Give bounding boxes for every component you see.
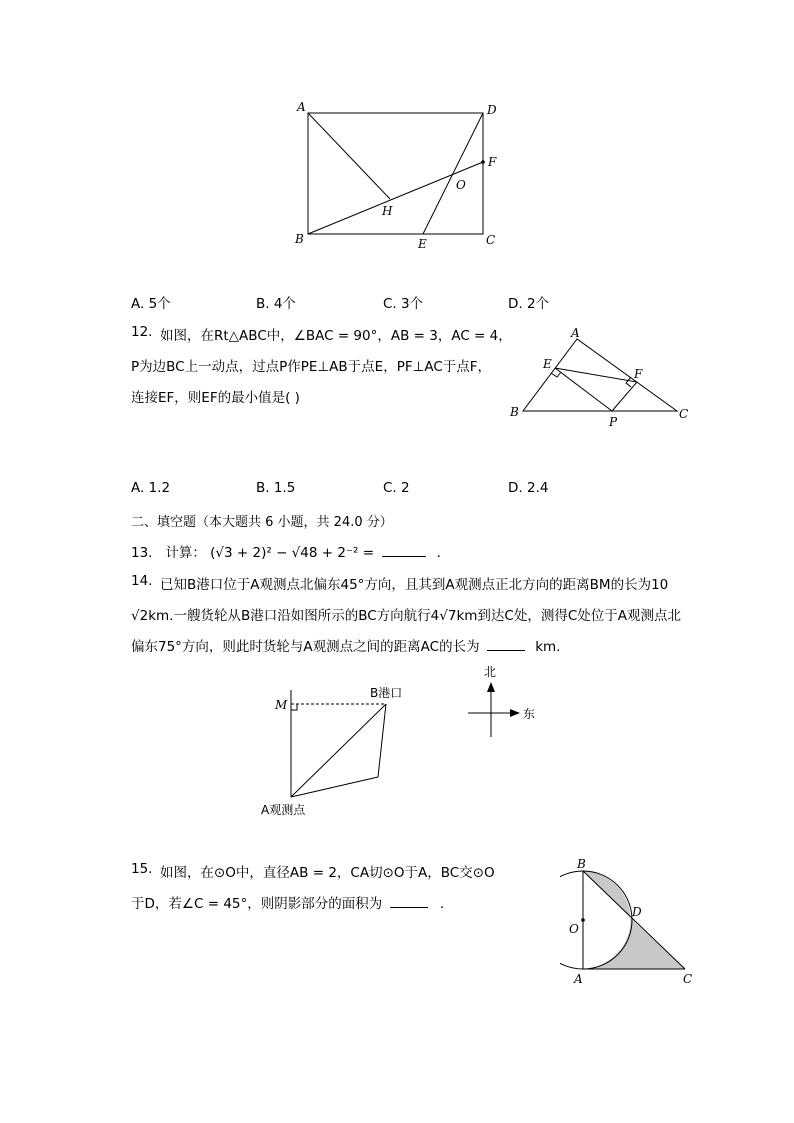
label-A: A xyxy=(574,972,583,986)
label-A: A xyxy=(297,100,306,114)
label-P: P xyxy=(609,415,618,429)
q13-number: 13. xyxy=(131,545,153,561)
q14-line1: 已知B港口位于A观测点北偏东45°方向，且其到A观测点正北方向的距离BM的长为10 xyxy=(160,577,669,593)
label-M: M xyxy=(275,698,288,712)
q12-line3: 连接EF，则EF的最小值是( ) xyxy=(131,390,300,406)
q12-number: 12. xyxy=(131,324,153,340)
label-D: D xyxy=(632,905,642,919)
q13-prefix: 计算： xyxy=(165,545,206,561)
q13-answer-blank[interactable] xyxy=(382,556,426,557)
q11-option-d: D. 2个 xyxy=(508,296,550,312)
q15-line2 xyxy=(131,892,444,912)
q15-line2-text: 于D，若∠C = 45°，则阴影部分的面积为 xyxy=(131,896,383,912)
label-D: D xyxy=(487,103,497,117)
label-C: C xyxy=(683,972,693,986)
label-C: C xyxy=(486,233,496,247)
q11-option-a: A. 5个 xyxy=(131,296,171,312)
q12-line1: 如图，在Rt△ABC中，∠BAC = 90°，AB = 3，AC = 4， xyxy=(160,328,512,344)
q12-line2: P为边BC上一动点，过点P作PE⊥AB于点E，PF⊥AC于点F， xyxy=(131,359,492,375)
label-B-port: B港口 xyxy=(370,686,403,700)
label-H: H xyxy=(382,204,393,218)
q13-end: . xyxy=(436,545,441,561)
q14-unit: km. xyxy=(535,639,561,655)
q12-figure xyxy=(505,322,695,430)
section-header: 二、填空题（本大题共 6 小题，共 24.0 分） xyxy=(131,515,393,530)
q15-line1: 如图，在⊙O中，直径AB = 2，CA切⊙O于A，BC交⊙O xyxy=(160,865,495,881)
q12-option-c: C. 2 xyxy=(383,480,410,496)
label-O: O xyxy=(456,178,466,192)
q15-number: 15. xyxy=(131,861,153,877)
label-F: F xyxy=(634,367,643,381)
label-C: C xyxy=(679,407,689,421)
label-O: O xyxy=(569,922,579,936)
q14-figure xyxy=(258,664,548,822)
q14-line3-text: 偏东75°方向，则此时货轮与A观测点之间的距离AC的长为 xyxy=(131,639,480,655)
q14-number: 14. xyxy=(131,573,153,589)
label-A: A xyxy=(571,326,580,340)
label-E: E xyxy=(543,357,552,371)
label-F: F xyxy=(488,155,497,169)
q11-option-c: C. 3个 xyxy=(383,296,424,312)
label-B: B xyxy=(295,232,304,246)
label-B: B xyxy=(577,857,586,871)
label-A-point: A观测点 xyxy=(261,803,306,817)
q15-answer-blank[interactable] xyxy=(390,907,428,908)
label-north: 北 xyxy=(484,665,497,679)
q14-line2: √2km.一艘货轮从B港口沿如图所示的BC方向航行4√7km到达C处，测得C处位于A观测点北 xyxy=(131,608,681,624)
q11-figure xyxy=(290,98,505,254)
q15-end: . xyxy=(439,896,445,912)
q14-answer-blank[interactable] xyxy=(487,650,525,651)
q12-option-b: B. 1.5 xyxy=(256,480,296,496)
label-B: B xyxy=(510,405,519,419)
q15-figure xyxy=(560,856,700,991)
label-east: 东 xyxy=(523,707,536,721)
q12-option-a: A. 1.2 xyxy=(131,480,171,496)
q14-line3 xyxy=(131,635,560,655)
q12-option-d: D. 2.4 xyxy=(508,480,549,496)
q11-option-b: B. 4个 xyxy=(256,296,296,312)
q13-expression: (√3 + 2)² − √48 + 2⁻² = xyxy=(210,545,375,561)
label-E: E xyxy=(418,237,427,251)
q13 xyxy=(131,541,441,561)
